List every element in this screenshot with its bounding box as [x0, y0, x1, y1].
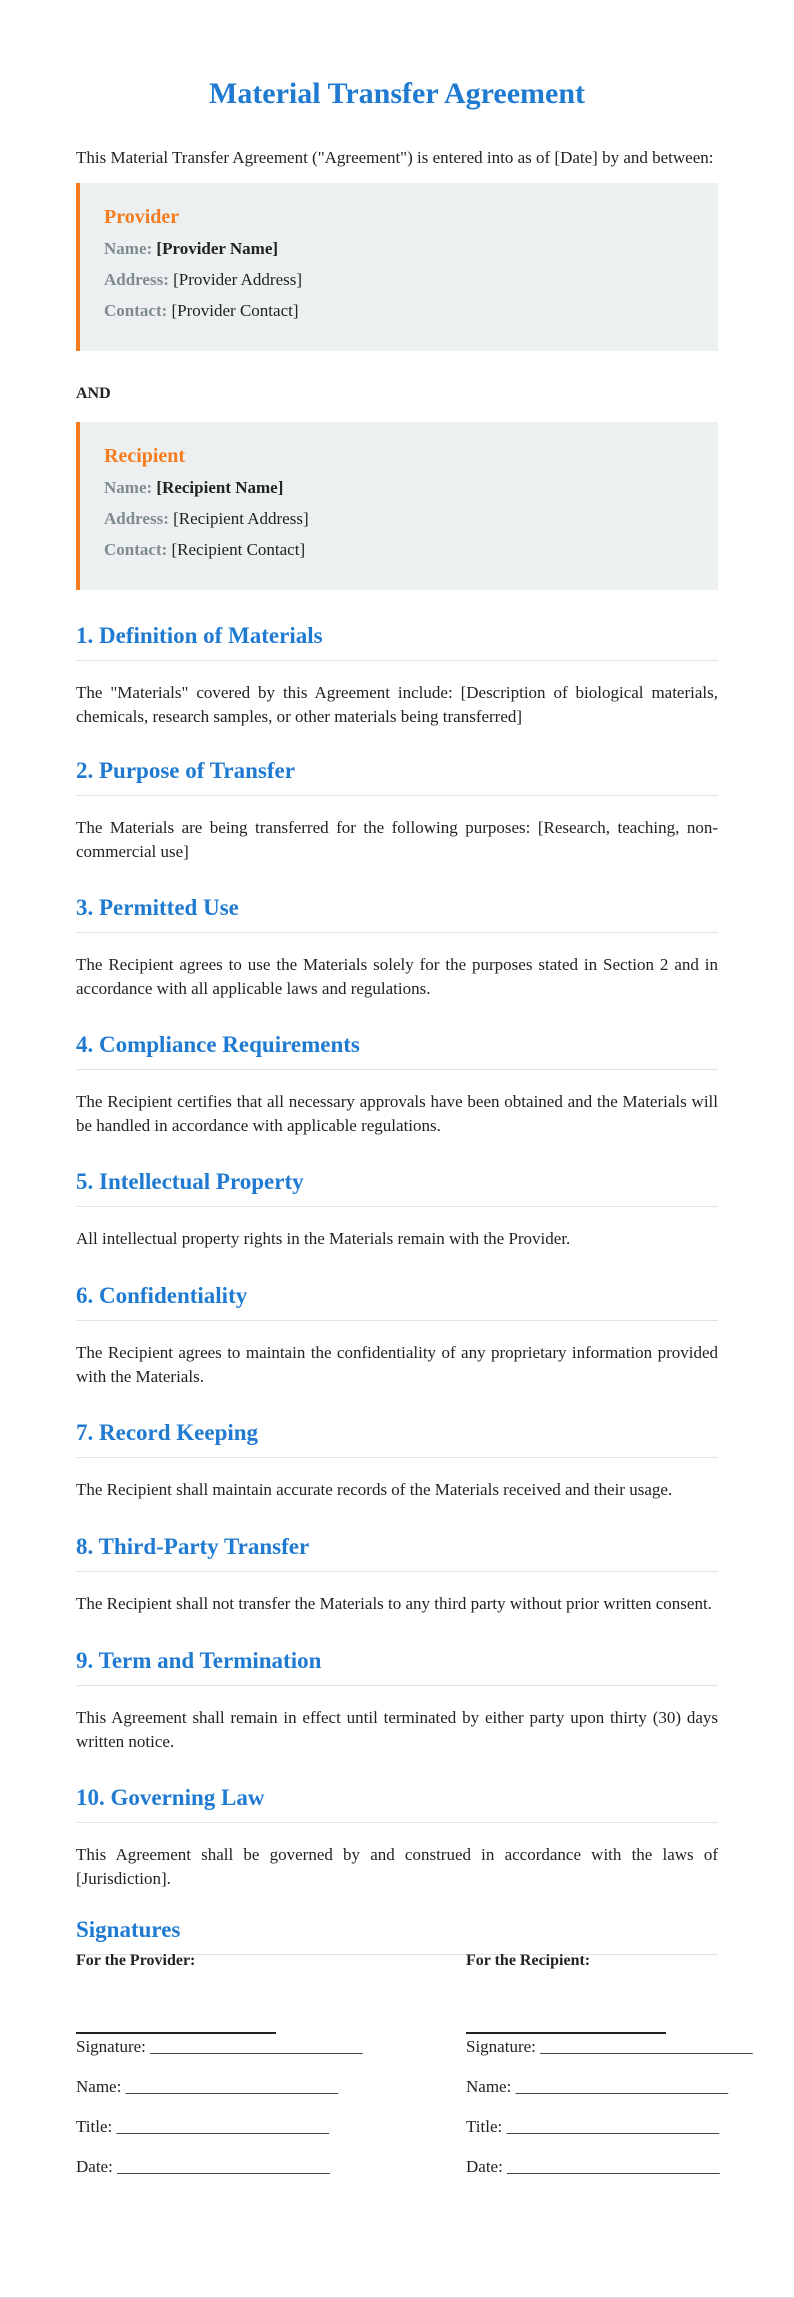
section-body: The Recipient certifies that all necessary approvals have been obtained and the Materials will be handled in accordance with applicable regulations.	[76, 1092, 718, 1135]
section-purpose-of-transfer	[76, 757, 718, 864]
signatures-heading: Signatures	[76, 1916, 718, 1955]
provider-title-field: Title: _________________________	[76, 2117, 329, 2136]
provider-heading: Provider	[104, 206, 180, 228]
section-body: The "Materials" covered by this Agreement include: [Description of biological materials, chemicals, research samples, or other materials being transferred]	[76, 683, 718, 726]
provider-address-value: [Provider Address]	[173, 270, 303, 289]
intro-paragraph: This Material Transfer Agreement ("Agreement") is entered into as of [Date] by and between:	[76, 148, 714, 167]
section-heading: 2. Purpose of Transfer	[76, 757, 718, 796]
recipient-name-line	[104, 478, 694, 498]
and-separator: AND	[76, 385, 111, 402]
recipient-contact-line	[104, 540, 694, 560]
section-intellectual-property	[76, 1168, 718, 1251]
section-permitted-use	[76, 894, 718, 1001]
provider-address-label: Address:	[104, 270, 169, 289]
section-heading: 1. Definition of Materials	[76, 622, 718, 661]
section-body: This Agreement shall remain in effect until terminated by either party upon thirty (30) days written notice.	[76, 1708, 718, 1751]
section-heading: 3. Permitted Use	[76, 894, 718, 933]
provider-name-field: Name: _________________________	[76, 2077, 339, 2096]
section-body: The Recipient shall not transfer the Materials to any third party without prior written consent.	[76, 1594, 712, 1613]
provider-box	[76, 183, 718, 351]
section-term-and-termination	[76, 1647, 718, 1754]
recipient-address-label: Address:	[104, 509, 169, 528]
section-heading: 10. Governing Law	[76, 1784, 718, 1823]
section-heading: 8. Third-Party Transfer	[76, 1533, 718, 1572]
provider-name-label: Name:	[104, 239, 153, 258]
recipient-box	[76, 422, 718, 590]
recipient-name-field: Name: _________________________	[466, 2077, 729, 2096]
recipient-date-field: Date: _________________________	[466, 2157, 720, 2176]
document-title: Material Transfer Agreement	[209, 77, 585, 110]
provider-signature-block	[76, 1950, 363, 2178]
section-body: The Recipient shall maintain accurate records of the Materials received and their usage.	[76, 1480, 673, 1499]
section-governing-law	[76, 1784, 718, 1891]
section-definition-of-materials	[76, 622, 718, 729]
provider-name-line	[104, 239, 694, 259]
provider-contact-value: [Provider Contact]	[171, 301, 299, 320]
provider-contact-label: Contact:	[104, 301, 168, 320]
provider-name-value: [Provider Name]	[156, 239, 279, 258]
recipient-name-label: Name:	[104, 478, 153, 497]
section-record-keeping	[76, 1419, 718, 1502]
provider-contact-line	[104, 301, 694, 321]
recipient-signature-line	[466, 2032, 666, 2034]
provider-signature-label: For the Provider:	[76, 1952, 196, 1969]
recipient-signature-field: Signature: _________________________	[466, 2037, 753, 2056]
section-heading: 9. Term and Termination	[76, 1647, 718, 1686]
provider-address-line	[104, 270, 694, 290]
section-body: The Recipient agrees to maintain the confidentiality of any proprietary information provided with the Materials.	[76, 1343, 718, 1386]
recipient-contact-value: [Recipient Contact]	[171, 540, 306, 559]
section-body: This Agreement shall be governed by and construed in accordance with the laws of [Jurisdiction].	[76, 1845, 718, 1888]
recipient-signature-label: For the Recipient:	[466, 1952, 591, 1969]
section-heading: 4. Compliance Requirements	[76, 1031, 718, 1070]
recipient-heading: Recipient	[104, 445, 186, 467]
section-heading: 7. Record Keeping	[76, 1419, 718, 1458]
provider-date-field: Date: _________________________	[76, 2157, 330, 2176]
provider-signature-field: Signature: _________________________	[76, 2037, 363, 2056]
recipient-name-value: [Recipient Name]	[156, 478, 284, 497]
provider-signature-line	[76, 2032, 276, 2034]
section-compliance-requirements	[76, 1031, 718, 1138]
section-body: The Materials are being transferred for the following purposes: [Research, teaching, non-commercial use]	[76, 818, 718, 861]
section-heading: 5. Intellectual Property	[76, 1168, 718, 1207]
recipient-address-line	[104, 509, 694, 529]
recipient-title-field: Title: _________________________	[466, 2117, 719, 2136]
section-heading: 6. Confidentiality	[76, 1282, 718, 1321]
section-confidentiality	[76, 1282, 718, 1389]
recipient-contact-label: Contact:	[104, 540, 168, 559]
section-third-party-transfer	[76, 1533, 718, 1616]
section-body: All intellectual property rights in the Materials remain with the Provider.	[76, 1229, 571, 1248]
recipient-address-value: [Recipient Address]	[173, 509, 309, 528]
recipient-signature-block	[466, 1950, 753, 2178]
section-body: The Recipient agrees to use the Materials solely for the purposes stated in Section 2 and in accordance with all applicable laws and regulations.	[76, 955, 718, 998]
